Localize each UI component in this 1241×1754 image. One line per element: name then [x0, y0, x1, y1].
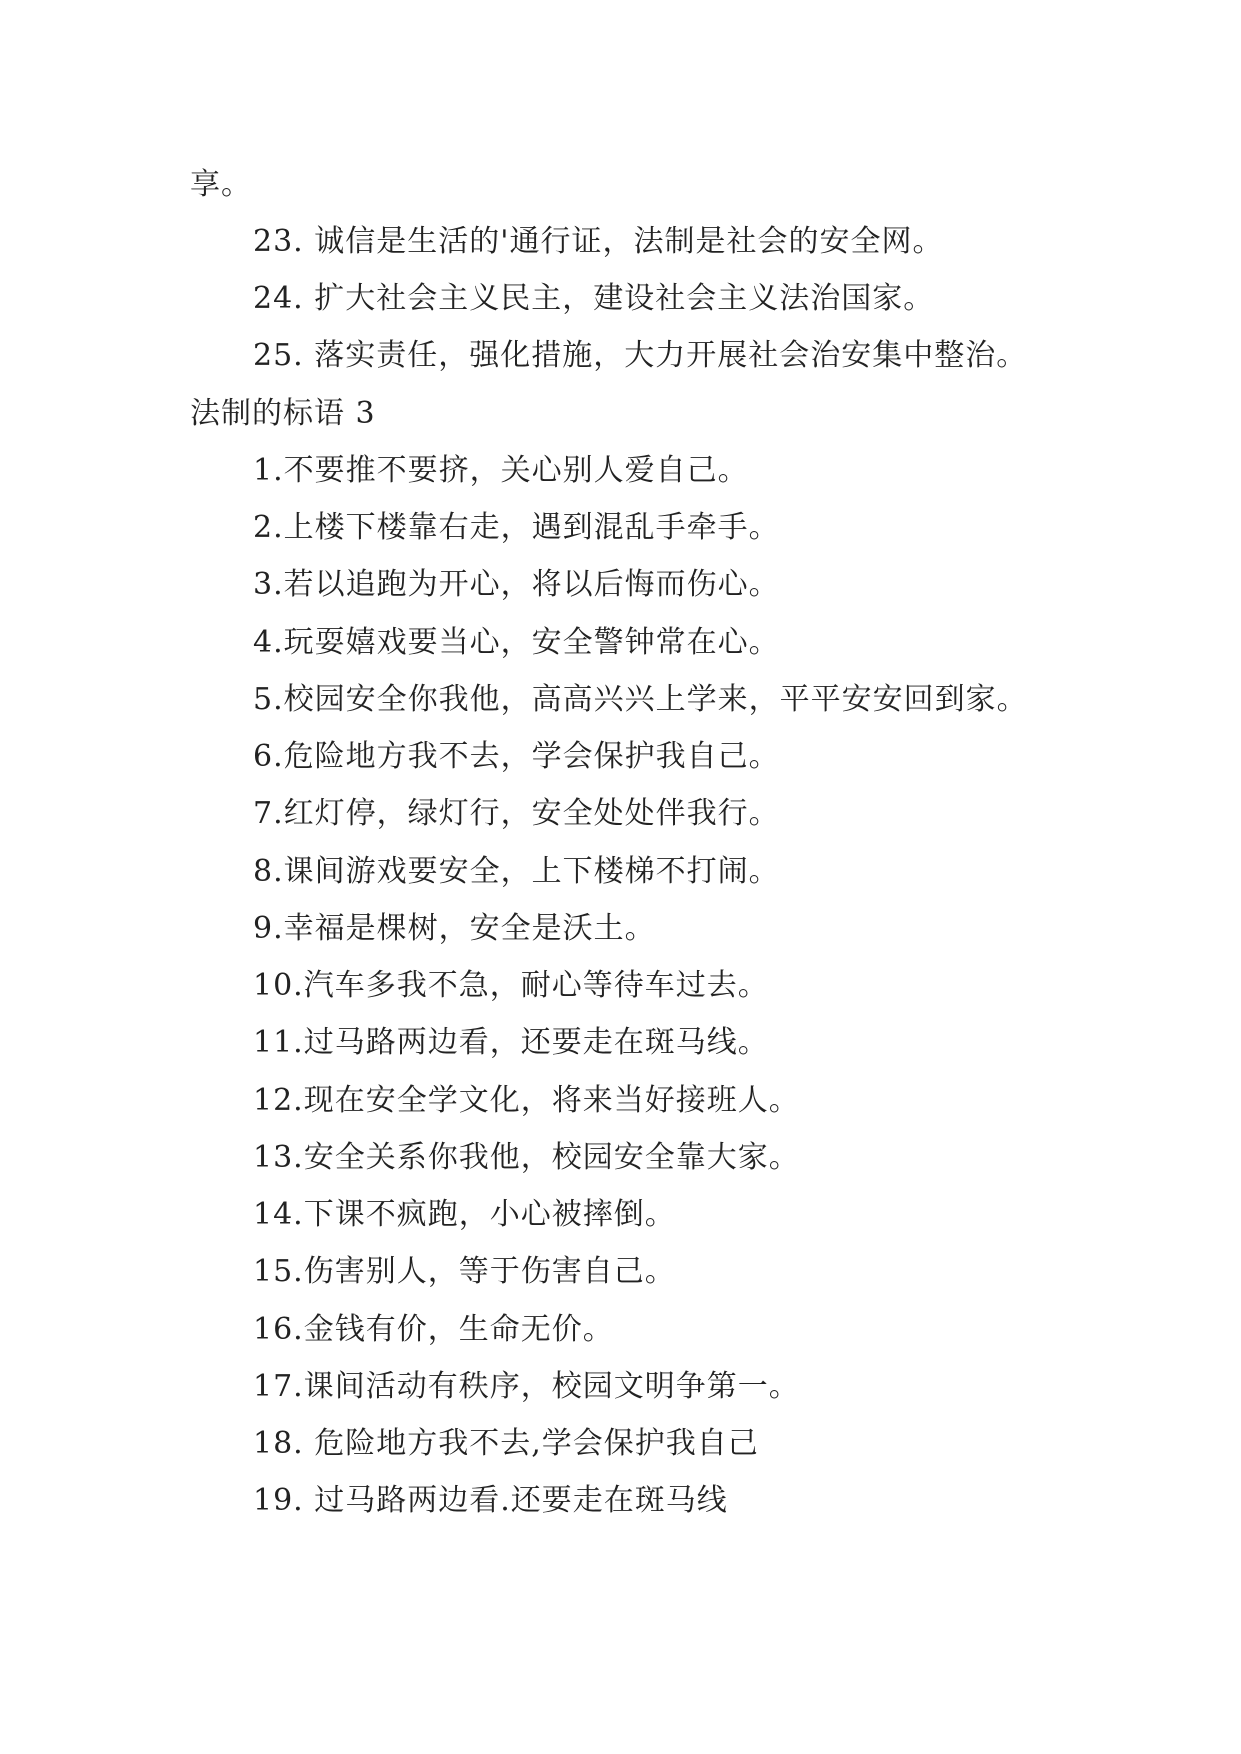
- list-item: 9.幸福是棵树，安全是沃土。: [253, 911, 656, 946]
- list-item: 13.安全关系你我他，校园安全靠大家。: [253, 1140, 800, 1175]
- list-item: 2.上楼下楼靠右走，遇到混乱手牵手。: [253, 510, 780, 545]
- list-item: 8.课间游戏要安全，上下楼梯不打闹。: [253, 854, 780, 889]
- list-item: 1.不要推不要挤，关心别人爱自己。: [253, 453, 749, 488]
- list-item: 3.若以追跑为开心，将以后悔而伤心。: [253, 567, 780, 602]
- list-item: 18. 危险地方我不去,学会保护我自己: [253, 1426, 759, 1461]
- list-item: 15.伤害别人，等于伤害自己。: [253, 1254, 676, 1289]
- list-item: 25. 落实责任，强化措施，大力开展社会治安集中整治。: [253, 338, 1028, 373]
- list-item: 14.下课不疯跑，小心被摔倒。: [253, 1197, 676, 1232]
- list-item: 24. 扩大社会主义民主，建设社会主义法治国家。: [253, 281, 935, 316]
- list-item: 10.汽车多我不急，耐心等待车过去。: [253, 968, 769, 1003]
- list-item: 23. 诚信是生活的'通行证，法制是社会的安全网。: [253, 224, 944, 259]
- list-item: 5.校园安全你我他，高高兴兴上学来，平平安安回到家。: [253, 682, 1028, 717]
- list-item: 12.现在安全学文化，将来当好接班人。: [253, 1083, 800, 1118]
- list-item: 11.过马路两边看，还要走在斑马线。: [253, 1025, 769, 1060]
- list-item: 19. 过马路两边看.还要走在斑马线: [253, 1483, 728, 1518]
- list-item: 6.危险地方我不去，学会保护我自己。: [253, 739, 780, 774]
- list-item: 17.课间活动有秩序，校园文明争第一。: [253, 1369, 800, 1404]
- section-heading: 法制的标语 3: [190, 396, 376, 431]
- list-item: 4.玩耍嬉戏要当心，安全警钟常在心。: [253, 625, 780, 660]
- list-item: 16.金钱有价，生命无价。: [253, 1312, 614, 1347]
- continuation-text: 享。: [190, 167, 252, 202]
- list-item: 7.红灯停，绿灯行，安全处处伴我行。: [253, 796, 780, 831]
